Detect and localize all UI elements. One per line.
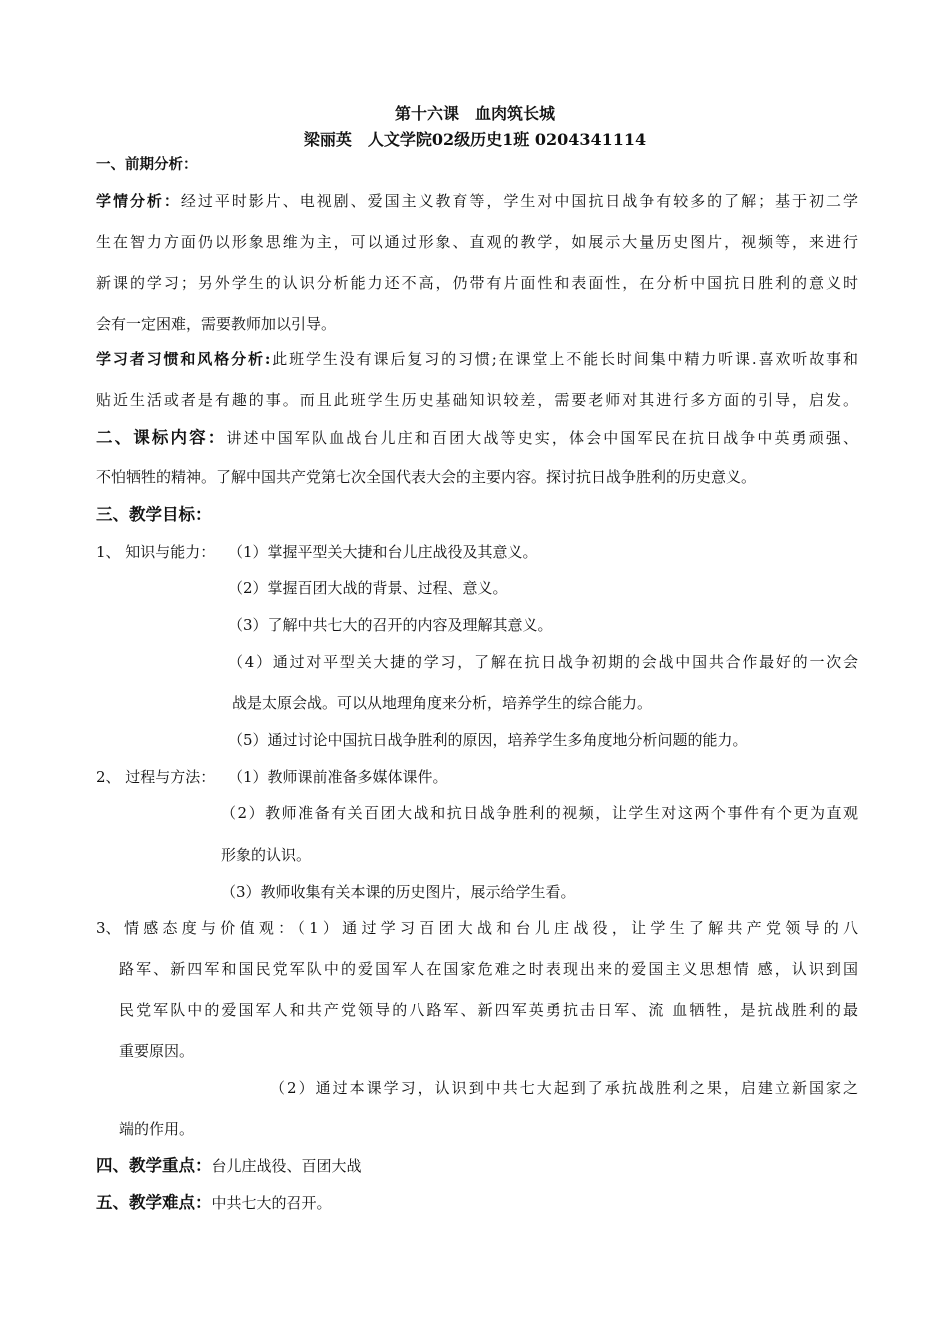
key-points-text: 台儿庄战役、百团大战 bbox=[211, 1157, 362, 1175]
goal-1-item-1: （1）掌握平型关大捷和台儿庄战役及其意义。 bbox=[228, 543, 538, 561]
goal-2-label: 2、 过程与方法： bbox=[96, 768, 216, 786]
goal-3-line-6: 端的作用。 bbox=[119, 1120, 195, 1138]
goal-1-item-5: （5）通过讨论中国抗日战争胜利的原因，培养学生多角度地分析问题的能力。 bbox=[228, 731, 748, 749]
goal-3-line-4: 重要原因。 bbox=[119, 1042, 195, 1060]
goal-3-line-1: 情感态度与价值观：（1）通过学习百团大战和台儿庄战役，让学生了解共产党领导的八 bbox=[124, 919, 858, 937]
curriculum-text-1: 讲述中国军队血战台儿庄和百团大战等史实，体会中国军民在抗日战争中英勇顽强、 bbox=[226, 429, 859, 447]
author-line: 梁丽英 人文学院02级历史1班 0204341114 bbox=[303, 130, 647, 149]
curriculum-line-2: 不怕牺牲的精神。了解中国共产党第七次全国代表大会的主要内容。探讨抗日战争胜利的历史意义。 bbox=[96, 468, 757, 486]
goal-2-item-2a: （2）教师准备有关百团大战和抗日战争胜利的视频，让学生对这两个事件有个更为直观 bbox=[221, 804, 858, 822]
goal-2-item-2b: 形象的认识。 bbox=[221, 846, 312, 864]
difficulties-line bbox=[96, 1193, 332, 1213]
section-4-heading: 四、教学重点： bbox=[96, 1156, 212, 1175]
goal-1-item-2: （2）掌握百团大战的背景、过程、意义。 bbox=[228, 579, 508, 597]
goal-3-line-5: （2）通过本课学习，认识到中共七大起到了承抗战胜利之果，启建立新国家之 bbox=[270, 1079, 858, 1097]
learner-analysis-line-3: 新课的学习；另外学生的认识分析能力还不高，仍带有片面性和表面性，在分析中国抗日胜利的意义时 bbox=[96, 274, 858, 292]
learning-style-line-2: 贴近生活或者是有趣的事。而且此班学生历史基础知识较差，需要老师对其进行多方面的引导，启发。 bbox=[96, 391, 858, 409]
learning-style-label: 学习者习惯和风格分析: bbox=[96, 350, 271, 368]
section-5-heading: 五、教学难点： bbox=[96, 1193, 212, 1212]
section-2-heading: 二、课标内容： bbox=[96, 428, 227, 447]
learning-style-line-1 bbox=[96, 349, 858, 369]
goal-1-item-3: （3）了解中共七大的召开的内容及理解其意义。 bbox=[228, 616, 553, 634]
goal-3-line-2: 路军、新四军和国民党军队中的爱国军人在国家危难之时表现出来的爱国主义思想情 感，认识到国 bbox=[119, 960, 858, 978]
difficulties-text: 中共七大的召开。 bbox=[211, 1194, 332, 1212]
goal-1-item-4a: （4）通过对平型关大捷的学习，了解在抗日战争初期的会战中国共合作最好的一次会 bbox=[228, 653, 858, 671]
lesson-title: 第十六课 血肉筑长城 bbox=[394, 104, 555, 123]
goal-2-item-3: （3）教师收集有关本课的历史图片，展示给学生看。 bbox=[221, 883, 576, 901]
goal-1-item-4b: 战是太原会战。可以从地理角度来分析，培养学生的综合能力。 bbox=[232, 694, 653, 712]
learner-analysis-line-2: 生在智力方面仍以形象思维为主，可以通过形象、直观的教学，如展示大量历史图片，视频等，来进行 bbox=[96, 233, 858, 251]
goal-3-number: 3、 bbox=[96, 919, 121, 937]
learner-analysis-text-1: 经过平时影片、电视剧、爱国主义教育等，学生对中国抗日战争有较多的了解；基于初二学 bbox=[180, 192, 858, 210]
learning-style-text-1: 此班学生没有课后复习的习惯;在课堂上不能长时间集中精力听课.喜欢听故事和 bbox=[270, 350, 858, 368]
goal-3-line-3: 民党军队中的爱国军人和共产党领导的八路军、新四军英勇抗击日军、流 血牺牲，是抗战胜利的最 bbox=[119, 1001, 858, 1019]
learner-analysis-label: 学情分析： bbox=[96, 192, 181, 210]
learner-analysis-line-4: 会有一定困难，需要教师加以引导。 bbox=[96, 315, 337, 333]
goal-2-item-1: （1）教师课前准备多媒体课件。 bbox=[228, 768, 448, 786]
section-3-heading: 三、教学目标： bbox=[96, 505, 212, 524]
learner-analysis-line-1 bbox=[96, 191, 858, 211]
curriculum-line-1 bbox=[96, 428, 858, 448]
section-1-heading: 一、前期分析： bbox=[96, 156, 198, 173]
key-points-line bbox=[96, 1156, 362, 1176]
goal-1-label: 1、 知识与能力： bbox=[96, 543, 216, 561]
